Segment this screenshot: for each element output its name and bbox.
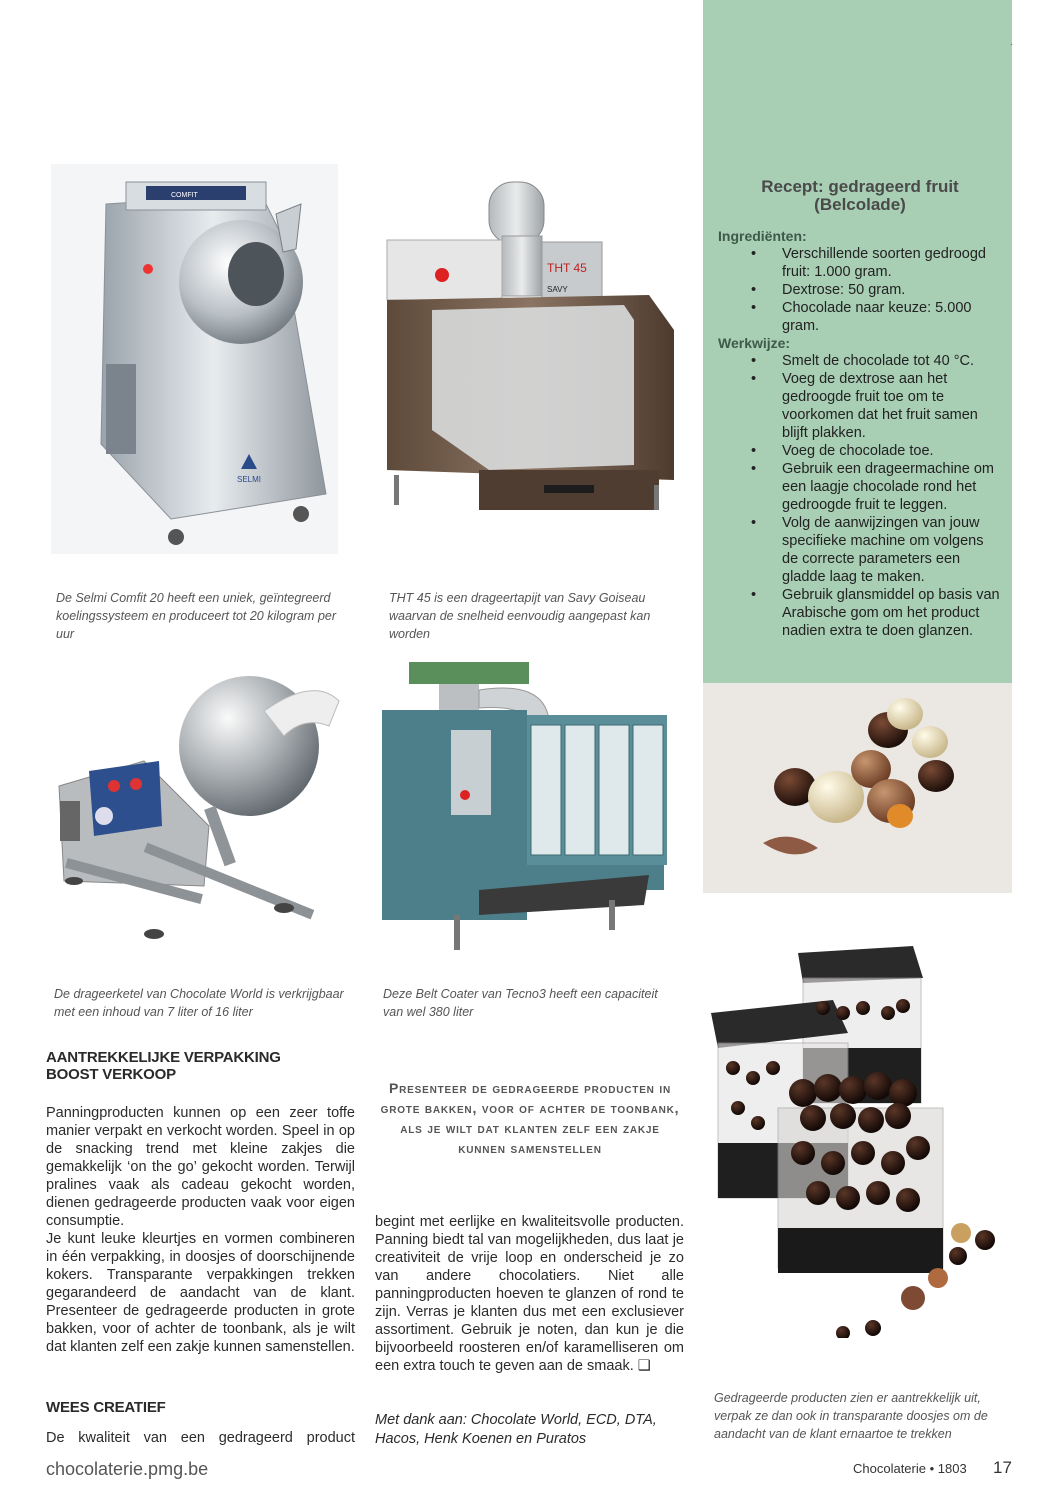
- selmi-label-top: COMFIT: [171, 192, 198, 199]
- caption-packaging: Gedrageerde producten zien er aantrekkelijk uit, verpak ze dan ook in transparante doosjes om de aandacht van de klant ernaartoe te trekken: [714, 1391, 988, 1441]
- footer-magazine-issue: Chocolaterie • 1803: [853, 1461, 967, 1476]
- method-steps-list: [718, 352, 1002, 640]
- paragraph-1: Panningproducten kunnen op een zeer toffe manier verpakt en verkocht worden. Speel in op de snacking trend met kleine zakjes die gemakkelijk ‘on the go’ gekocht worden. Terwijl pralines vaak als cadeau gekocht worden, dienen gedrageerde producten vaak voor eigen consumptie.: [46, 1105, 355, 1229]
- footer-page-number: 17: [993, 1458, 1012, 1477]
- heading-packaging-line1: AANTREKKELIJKE VERPAKKING: [46, 1049, 281, 1066]
- heading-packaging-line2: BOOST VERKOOP: [46, 1066, 176, 1083]
- caption-chocolate-world: De drageerketel van Chocolate World is verkrijgbaar met een inhoud van 7 liter of 16 liter: [54, 987, 344, 1019]
- method-step: • Voeg de chocolade toe.: [782, 442, 1002, 460]
- ingredient-item: • Verschillende soorten gedroogd fruit: 1.000 gram.: [782, 245, 1002, 281]
- ingredients-list: [718, 245, 1002, 335]
- photo-chocolate-world-kettle: [54, 676, 354, 944]
- heading-creative: WEES CREATIEF: [46, 1399, 166, 1416]
- selmi-label-bottom: SELMI: [237, 475, 262, 484]
- crop-mark: ·: [1010, 40, 1013, 49]
- paragraph-4-text: begint met eerlijke en kwaliteitsvolle producten. Panning biedt tal van mogelijkheden, dus laat je creativiteit de vrije loop en onderscheid je zo van andere chocolatiers. Niet alle panningproducten hoeven te glanzen of rond te zijn. Verras je klanten dus met een exclusiever assortiment. Gebruik je noten, dan kun je die bijvoorbeeld roosteren en/of karamelliseren om een extra touch te geven aan de smaak.: [375, 1214, 684, 1374]
- method-step: • Volg de aanwijzingen van jouw specifieke machine om volgens de correcte parameters een gladde laag te maken.: [782, 514, 1002, 586]
- method-step: • Gebruik glansmiddel op basis van Arabische gom om het product nadien extra te doen glanzen.: [782, 586, 1002, 640]
- paragraph-3: De kwaliteit van een gedrageerd product: [46, 1430, 355, 1446]
- paragraph-4: [375, 1213, 684, 1375]
- photo-tecno3-belt-coater: [379, 660, 671, 956]
- recipe-box: [703, 0, 1012, 683]
- heading-packaging: [46, 1049, 346, 1083]
- method-heading: Werkwijze:: [718, 335, 791, 351]
- recipe-title: [718, 178, 1002, 214]
- photo-tht45: [384, 180, 680, 528]
- method-step: • Gebruik een drageermachine om een laagje chocolade rond het gedroogde fruit te leggen.: [782, 460, 1002, 514]
- article-column-left: [46, 1104, 355, 1356]
- ingredient-item: • Dextrose: 50 gram.: [782, 281, 1002, 299]
- caption-tht45: THT 45 is een drageertapijt van Savy Goiseau waarvan de snelheid eenvoudig aangepast kan worden: [389, 591, 651, 641]
- method-step: • Voeg de dextrose aan het gedroogde fruit toe om te voorkomen dat het fruit samen blijft plakken.: [782, 370, 1002, 442]
- end-mark-icon: ❑: [637, 1358, 651, 1374]
- caption-tecno3: Deze Belt Coater van Tecno3 heeft een capaciteit van wel 380 liter: [383, 987, 658, 1019]
- recipe-title-line1: Recept: gedrageerd fruit: [761, 177, 959, 196]
- tht-brand: SAVY: [547, 285, 568, 294]
- photo-selmi-comfit: [51, 164, 338, 554]
- paragraph-2: Je kunt leuke kleurtjes en vormen combineren in één verpakking, in doosjes of doorschijnende kokers. Transparante verpakkingen trekken gegarandeerd de aandacht van de klant. Presenteer de gedrageerde producten in grote bakken, voor of achter de toonbank, als je wilt dat klanten zelf een zakje kunnen samenstellen.: [46, 1231, 355, 1355]
- ingredients-heading: Ingrediënten:: [718, 228, 807, 244]
- pull-quote: Presenteer de gedrageerde producten in grote bakken, voor of achter de toonbank, als je wilt dat klanten zelf een zakje kunnen samenstellen: [380, 1080, 680, 1156]
- method-step: • Smelt de chocolade tot 40 °C.: [782, 352, 1002, 370]
- photo-packaging: [703, 938, 1012, 1338]
- caption-selmi: De Selmi Comfit 20 heeft een uniek, geïntegreerd koelingssysteem en produceert tot 20 kilogram per uur: [56, 591, 337, 641]
- ingredient-item: • Chocolade naar keuze: 5.000 gram.: [782, 299, 1002, 335]
- tht-label: THT 45: [547, 261, 587, 275]
- recipe-title-line2: (Belcolade): [814, 195, 906, 214]
- footer-website-link[interactable]: chocolaterie.pmg.be: [46, 1459, 209, 1479]
- photo-coated-fruit: [703, 683, 1012, 893]
- acknowledgements: Met dank aan: Chocolate World, ECD, DTA, Hacos, Henk Koenen en Puratos: [375, 1412, 657, 1447]
